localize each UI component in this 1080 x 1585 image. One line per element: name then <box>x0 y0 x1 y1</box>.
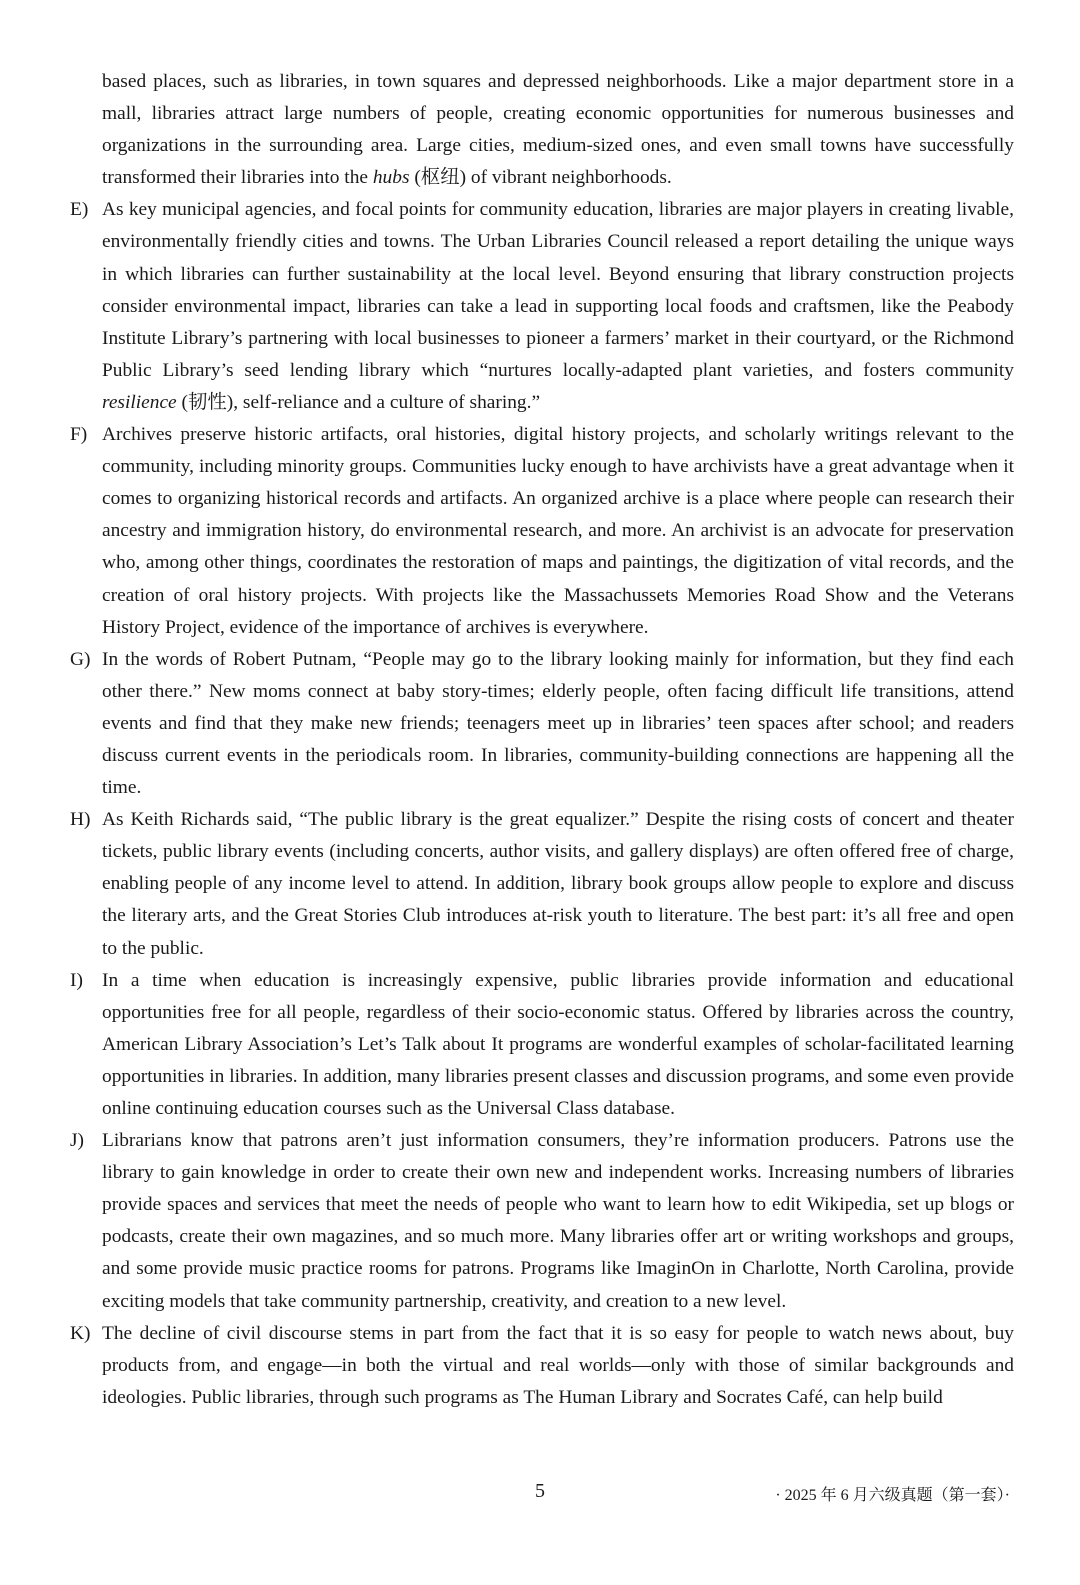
paragraph-text: In the words of Robert Putnam, “People may go to the library looking mainly for information, but they find each other there.” New moms connect at baby story-times; elderly people, often facing difficult life transitions, attend events and find that they make new friends; teenagers meet up in libraries’ teen spaces after school; and readers discuss current events in the periodicals room. In libraries, community-building connections are happening all the time. <box>102 648 1014 799</box>
paragraph-text: As key municipal agencies, and focal points for community education, libraries are major players in creating livable, environmentally friendly cities and towns. The Urban Libraries Council released a report detailing the unique ways in which libraries can further sustainability at the local level. Beyond ensuring that library construction projects consider environmental impact, libraries can take a lead in supporting local foods and craftsmen, like the Peabody Institute Library’s partnering with local businesses to pioneer a farmers’ market in their courtyard, or the Richmond Public Library’s seed lending library which “nurtures locally-adapted plant varieties, and fosters community resilience (韧性), self-reliance and a culture of sharing.” <box>102 199 1014 413</box>
page-number: 5 <box>535 1480 545 1502</box>
paragraph-text: In a time when education is increasingly expensive, public libraries provide information and educational opportunities free for all people, regardless of their socio-economic status. Offered by libraries across the country, American Library Association’s Let’s Talk about It programs are wonderful examples of scholar-facilitated learning opportunities in libraries. In addition, many libraries present classes and discussion programs, and some even provide online continuing education courses such as the Universal Class database. <box>102 969 1014 1119</box>
paragraph-e <box>70 194 1014 419</box>
paragraph-g <box>70 644 1014 804</box>
page-footer <box>0 1480 1080 1510</box>
paragraph-label: K) <box>70 1322 91 1344</box>
paragraph-text: Librarians know that patrons aren’t just information consumers, they’re information producers. Patrons use the library to gain knowledge in order to create their own new and independent works. Increasing numbers of libraries provide spaces and services that meet the needs of people who want to learn how to edit Wikipedia, set up blogs or podcasts, create their own magazines, and so much more. Many libraries offer art or writing workshops and groups, and some provide music practice rooms for patrons. Programs like ImaginOn in Charlotte, North Carolina, provide exciting models that take community partnership, creativity, and creation to a new level. <box>102 1130 1014 1312</box>
exam-tag: · 2025 年 6 月六级真题（第一套）· <box>775 1487 1010 1504</box>
paragraph-text: The decline of civil discourse stems in part from the fact that it is so easy for people to watch news about, buy products from, and engage—in both the virtual and real worlds—only with those of similar backgrounds and ideologies. Public libraries, through such programs as The Human Library and Socrates Café, can help build <box>102 1322 1014 1408</box>
paragraph-label: E) <box>70 199 89 221</box>
paragraph-label: F) <box>70 424 88 446</box>
paragraph-f <box>70 419 1014 644</box>
paragraph-label: J) <box>70 1130 85 1152</box>
paragraph-text: As Keith Richards said, “The public library is the great equalizer.” Despite the rising costs of concert and theater tickets, public library events (including concerts, author visits, and gallery displays) are often offered free of charge, enabling people of any income level to attend. In addition, library book groups allow people to explore and discuss the literary arts, and the Great Stories Club introduces at-risk youth to literature. The best part: it’s all free and open to the public. <box>102 809 1014 959</box>
paragraph-text: Archives preserve historic artifacts, oral histories, digital history projects, and scholarly writings relevant to the community, including minority groups. Communities lucky enough to have archivists have a great advantage when it comes to organizing historical records and artifacts. An organized archive is a place where people can research their ancestry and immigration history, do environmental research, and more. An archivist is an advocate for preservation who, among other things, coordinates the restoration of maps and paintings, the digitization of vital records, and the creation of oral history projects. With projects like the Massachussets Memories Road Show and the Veterans History Project, evidence of the importance of archives is everywhere. <box>102 424 1014 638</box>
paragraph-i <box>70 965 1014 1125</box>
paragraph-h <box>70 804 1014 964</box>
paragraph-label: H) <box>70 809 91 831</box>
paragraph-label: G) <box>70 648 91 670</box>
paragraph-label: I) <box>70 969 83 991</box>
paragraph-j <box>70 1125 1014 1318</box>
passage-body <box>70 66 1014 1414</box>
paragraph-text: based places, such as libraries, in town squares and depressed neighborhoods. Like a major department store in a mall, libraries attract large numbers of people, creating economic opportunities for numerous businesses and organizations in the surrounding area. Large cities, medium-sized ones, and even small towns have successfully transformed their libraries into the hubs (枢纽) of vibrant neighborhoods. <box>102 71 1014 189</box>
paragraph-continuation <box>70 66 1014 194</box>
paragraph-k <box>70 1318 1014 1414</box>
